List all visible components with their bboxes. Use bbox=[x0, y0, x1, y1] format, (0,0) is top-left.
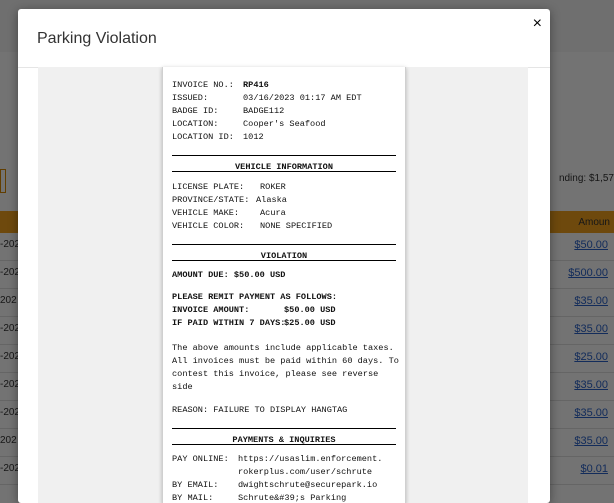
vehicle-information-heading: VEHICLE INFORMATION bbox=[172, 155, 396, 172]
vehicle-make-field: VEHICLE MAKE: Acura bbox=[172, 208, 286, 218]
invoice-number-field: INVOICE NO.: RP416 bbox=[172, 80, 269, 90]
violation-reason: REASON: FAILURE TO DISPLAY HANGTAG bbox=[172, 405, 348, 415]
by-mail-field: BY MAIL: Schrute&#39;s Parking bbox=[172, 493, 347, 503]
modal-header bbox=[18, 9, 550, 68]
payment-notice: The above amounts include applicable taxes. All invoices must be paid within 60 days. To contest this invoice, please see reverse side bbox=[172, 343, 399, 392]
pay-online-field: PAY ONLINE: https://usaslim.enforcement. bbox=[172, 454, 383, 464]
violation-heading: VIOLATION bbox=[172, 244, 396, 261]
parking-violation-modal bbox=[18, 9, 550, 503]
remit-title: PLEASE REMIT PAYMENT AS FOLLOWS: bbox=[172, 292, 338, 302]
license-plate-field: LICENSE PLATE: ROKER bbox=[172, 182, 286, 192]
pay-online-link[interactable]: https://usaslim.enforcement. bbox=[238, 454, 383, 464]
amount-due: AMOUNT DUE: $50.00 USD bbox=[172, 270, 286, 280]
close-icon[interactable]: × bbox=[532, 15, 542, 32]
modal-body[interactable] bbox=[38, 67, 528, 503]
province-state-field: PROVINCE/STATE: Alaska bbox=[172, 195, 287, 205]
badge-id-field: BADGE ID: BADGE112 bbox=[172, 106, 285, 116]
modal-title: Parking Violation bbox=[37, 30, 157, 47]
vehicle-color-field: VEHICLE COLOR: NONE SPECIFIED bbox=[172, 221, 333, 231]
by-email-field: BY EMAIL: dwightschrute@securepark.io bbox=[172, 480, 378, 490]
location-field: LOCATION: Cooper's Seafood bbox=[172, 119, 326, 129]
location-id-field: LOCATION ID: 1012 bbox=[172, 132, 264, 142]
issued-field: ISSUED: 03/16/2023 01:17 AM EDT bbox=[172, 93, 362, 103]
invoice-amount-field: INVOICE AMOUNT: $50.00 USD bbox=[172, 305, 336, 315]
paid-within-field: IF PAID WITHIN 7 DAYS: $25.00 USD bbox=[172, 318, 336, 328]
violation-receipt: INVOICE NO.: RP416 ISSUED: 03/16/2023 01:17 AM EDT BADGE ID: BADGE112 LOCATION: Cooper's Seafood LOCATION ID: 1012 VEHICLE INFORMATION LICENSE PLATE: ROKER PROVINCE/STATE: Alaska VEHICLE MAKE: Acura VEHICLE COLOR: NONE SPECIFIED VIOLATION AMOUNT DUE: $50.00 USD PLEASE REMIT PAYMENT AS FOLLOWS: INVOICE AMOUNT: $50.00 USD IF PAID WITHIN 7 DAYS: $25.00 USD The above amounts include applicable taxes. All invoices must be paid within 60 days. To contest this invoice, please see reverse side REASON: FAILURE TO DISPLAY HANGTAG PAYMENTS & INQUIRIES PAY ONLINE: https://usaslim.enforcement. rokerplus.com/user/schrute BY EMAIL: dwightschrute@securepark.io BY MAIL: Schrute&#39;s Parking bbox=[162, 67, 406, 503]
payments-inquiries-heading: PAYMENTS & INQUIRIES bbox=[172, 428, 396, 445]
